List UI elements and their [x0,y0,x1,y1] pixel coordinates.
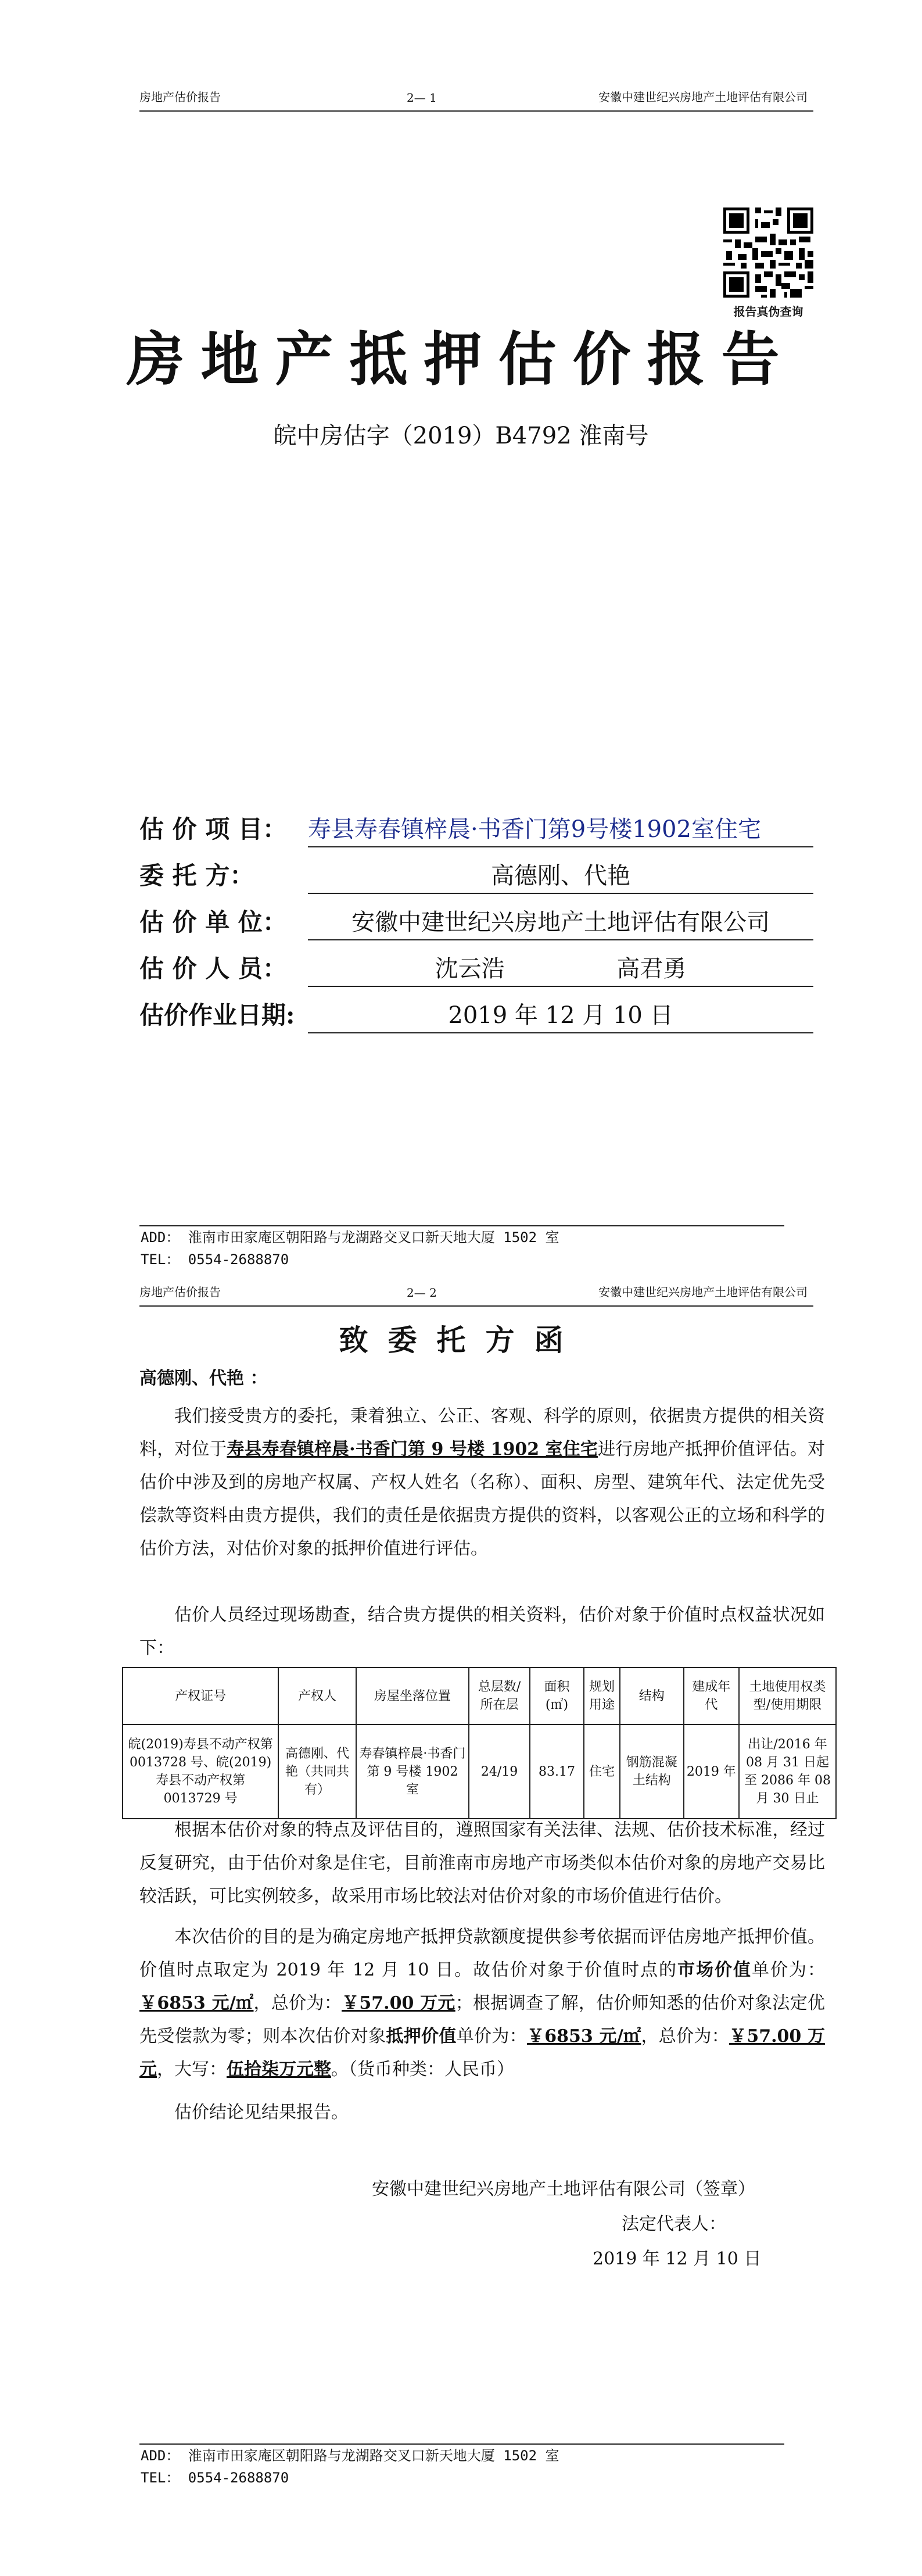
column-header: 结构 [620,1668,684,1725]
field-label: 估价作业日期: [139,1001,295,1029]
footer-tel: TEL： 0554-2688870 [141,2470,289,2486]
header-page-number: 2— 2 [407,1286,437,1300]
field-appraiser-company [139,906,813,940]
text: 单价为： [456,2026,527,2047]
text: ，大写： [157,2059,227,2080]
column-header: 产权人 [278,1668,356,1725]
report-cover-page [0,0,922,1276]
mortgage-total-price: ￥57.00 万元 [139,2026,826,2080]
letter-title: 致委托方函 [339,1323,583,1357]
table-cell: 24/19 [469,1725,530,1819]
page-header [139,1276,813,1307]
market-value-label: 市场价值 [677,1960,752,1980]
table-header-row [123,1668,836,1725]
header-page-number: 2— 1 [407,91,437,105]
field-client [139,859,813,894]
paragraph-see-report: 估价结论见结果报告。 [174,2102,349,2123]
appraiser-name: 高君勇 [616,956,687,982]
paragraph-intro [139,1400,825,1565]
table-cell: 钢筋混凝土结构 [620,1725,684,1819]
qr-caption: 报告真伪查询 [733,305,803,319]
mortgage-value-label: 抵押价值 [386,2026,457,2047]
text: ；根据调查了解，估价师知悉的估价对象法定优先受偿款为零；则本次估价对象 [139,1993,826,2047]
column-header: 房屋坐落位置 [356,1668,469,1725]
property-table [122,1667,837,1819]
column-header: 土地使用权类型/使用期限 [739,1668,836,1725]
table-cell: 皖(2019)寿县不动产权第 0013728 号、皖(2019)寿县不动产权第 0013729 号 [123,1725,278,1819]
column-header: 产权证号 [123,1668,278,1725]
letter-page [0,1276,922,2576]
column-header: 规划用途 [584,1668,620,1725]
footer-tel: TEL： 0554-2688870 [141,1251,289,1268]
header-company: 安徽中建世纪兴房地产土地评估有限公司 [598,90,808,104]
paragraph-conclusion [139,1920,825,2086]
mortgage-unit-price: ￥6853 元/㎡ [526,2026,641,2047]
field-work-date [139,999,813,1033]
paragraph-method: 根据本估价对象的特点及评估目的，遵照国家有关法律、法规、估价技术标准，经过反复研究，由于估价对象是住宅，目前淮南市房地产市场类似本估价对象的房地产交易比较活跃，可比实例较多，故采用市场比较法对估价对象的市场价值进行估价。 [139,1820,825,1906]
table-cell: 83.17 [530,1725,584,1819]
qr-code-icon[interactable] [720,205,816,300]
text: 我们接受贵方的委托，秉着独立、公正、客观、科学的原则，依据贵方提供的相关资料，对位于 [139,1406,825,1459]
table-cell: 寿春镇梓晨·书香门第 9 号楼 1902 室 [356,1725,469,1819]
text: 本次估价的目的是为确定房地产抵押贷款额度提供参考依据而评估房地产抵押价值。价值时点取定为 2019 年 12 月 10 日。故估价对象于价值时点的 [139,1927,825,1980]
header-left: 房地产估价报告 [139,90,221,104]
text: ，总价为： [253,1993,342,2013]
table-cell: 出让/2016 年 08 月 31 日起至 2086 年 08 月 30 日止 [739,1725,836,1819]
text: ，总价为： [641,2026,730,2047]
column-header: 总层数/所在层 [469,1668,530,1725]
footer-address: ADD： 淮南市田家庵区朝阳路与龙湖路交叉口新天地大厦 1502 室 [141,1229,559,1246]
field-project [139,813,813,847]
signature-company: 安徽中建世纪兴房地产土地评估有限公司（签章） [372,2179,755,2199]
field-value-appraisers [308,951,813,987]
market-total-price: ￥57.00 万元 [342,1993,455,2013]
text: 。（货币种类：人民币） [331,2059,514,2080]
field-label: 估 价 项 目： [139,815,287,843]
field-value-date: 2019 年 12 月 10 日 [308,997,813,1033]
text: 单价为： [752,1960,826,1980]
column-header: 面积(㎡) [530,1668,584,1725]
market-unit-price: ￥6853 元/㎡ [139,1993,254,2013]
field-value-company: 安徽中建世纪兴房地产土地评估有限公司 [308,904,813,940]
header-left: 房地产估价报告 [139,1285,221,1299]
paragraph-survey: 估价人员经过现场勘查，结合贵方提供的相关资料，估价对象于价值时点权益状况如下： [139,1605,825,1658]
appraiser-name: 沈云浩 [435,956,505,982]
text: 进行房地产抵押价值评估。对估价中涉及到的房地产权属、产权人姓名（名称）、面积、房型、建筑年代、法定优先受偿款等资料由贵方提供，我们的责任是依据贵方提供的资料，以客观公正的立场和科学的估价方法，对估价对象的抵押价值进行评估。 [139,1439,826,1559]
field-label: 委 托 方： [139,861,254,890]
page-header [139,81,813,112]
field-label: 估 价 单 位： [139,908,287,936]
property-location: 寿县寿春镇梓晨·书香门第 9 号楼 1902 室住宅 [227,1439,598,1459]
field-label: 估 价 人 员： [139,954,287,983]
header-company: 安徽中建世纪兴房地产土地评估有限公司 [598,1285,808,1299]
table-row [123,1725,836,1819]
document-number: 皖中房估字（2019）B4792 淮南号 [273,423,649,449]
signature-date: 2019 年 12 月 10 日 [593,2249,762,2269]
field-appraisers [139,952,813,987]
salutation: 高德刚、代艳 ： [139,1368,268,1389]
table-cell: 高德刚、代艳（共同共有） [278,1725,356,1819]
report-title: 房地产抵押估价报告 [126,325,796,393]
table-cell: 住宅 [584,1725,620,1819]
table-cell: 2019 年 [684,1725,739,1819]
page-footer [139,2443,784,2489]
field-value-project: 寿县寿春镇梓晨·书香门第9号楼1902室住宅 [308,811,813,847]
page-footer [139,1225,784,1271]
footer-address: ADD： 淮南市田家庵区朝阳路与龙湖路交叉口新天地大厦 1502 室 [141,2448,559,2464]
column-header: 建成年代 [684,1668,739,1725]
total-in-words: 伍拾柒万元整 [227,2059,331,2080]
field-value-client: 高德刚、代艳 [308,858,813,894]
signature-representative: 法定代表人： [622,2214,726,2234]
